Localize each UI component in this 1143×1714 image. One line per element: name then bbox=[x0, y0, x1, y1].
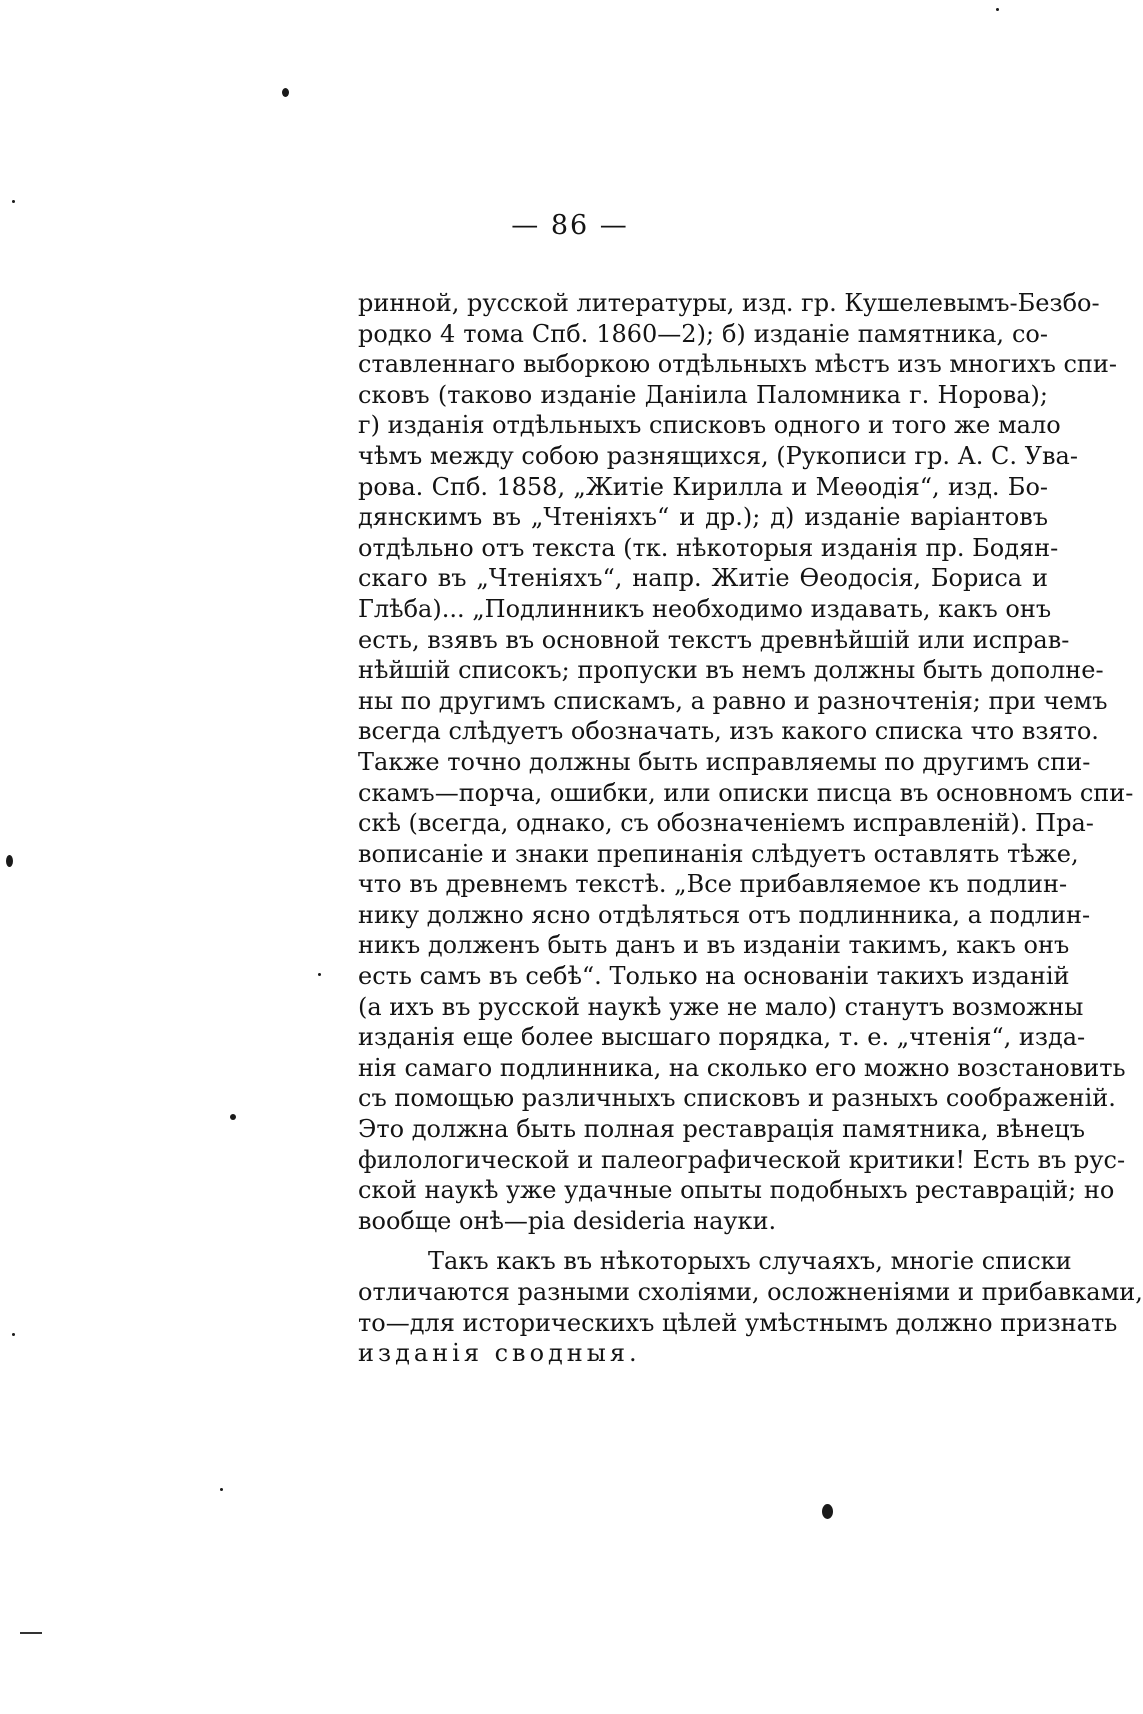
text-line: всегда слѣдуетъ обозначать, изъ какого списка что взято. bbox=[358, 717, 1099, 746]
paragraph bbox=[358, 288, 1134, 1236]
text-line: есть, взявъ въ основной текстъ древнѣйшій или исправ- bbox=[358, 625, 1070, 654]
scan-speck bbox=[6, 855, 13, 867]
paragraph bbox=[358, 1246, 1143, 1368]
text-line: есть самъ въ себѣ“. Только на основаніи такихъ изданій bbox=[358, 962, 1070, 991]
text-line: чѣмъ между собою разнящихся, (Рукописи гр. А. С. Ува- bbox=[358, 441, 1078, 470]
text-line: никъ долженъ быть данъ и въ изданіи такимъ, какъ онъ bbox=[358, 931, 1070, 960]
scan-speck bbox=[318, 973, 321, 976]
text-line: Также точно должны быть исправляемы по другимъ спи- bbox=[358, 747, 1091, 776]
text-line: филологической и палеографической критики! Есть въ рус- bbox=[358, 1145, 1126, 1174]
emphasized-phrase: изданія сводныя. bbox=[358, 1339, 641, 1368]
scan-speck bbox=[220, 1488, 223, 1491]
text-line: то—для историческихъ цѣлей умѣстнымъ должно признать bbox=[358, 1308, 1118, 1337]
text-line: вописаніе и знаки препинанія слѣдуетъ оставлять тѣже, bbox=[358, 839, 1079, 868]
body-text bbox=[358, 288, 1143, 1369]
text-line: рова. Спб. 1858, „Житіе Кирилла и Меѳодія“, изд. Бо- bbox=[358, 472, 1048, 501]
scan-speck bbox=[12, 200, 15, 203]
text-line: ской наукѣ уже удачные опыты подобныхъ реставрацій; но bbox=[358, 1176, 1115, 1205]
text-line: нику должно ясно отдѣляться отъ подлинника, а подлин- bbox=[358, 900, 1091, 929]
scan-speck bbox=[822, 1504, 833, 1519]
scan-speck bbox=[12, 1333, 15, 1336]
scan-speck bbox=[230, 1114, 236, 1120]
text-line: скаго въ „Чтеніяхъ“, напр. Житіе Ѳеодосія, Бориса и bbox=[358, 564, 1048, 593]
text-line: нія самаго подлинника, на сколько его можно возстановить bbox=[358, 1053, 1126, 1082]
text-line: ны по другимъ спискамъ, а равно и разночтенія; при чемъ bbox=[358, 686, 1108, 715]
text-line: г) изданія отдѣльныхъ списковъ одного и того же мало bbox=[358, 411, 1061, 440]
scan-speck bbox=[282, 88, 289, 97]
text-line: съ помощью различныхъ списковъ и разныхъ соображеній. bbox=[358, 1084, 1116, 1113]
scan-mark bbox=[20, 1632, 42, 1634]
text-line: что въ древнемъ текстѣ. „Все прибавляемое къ подлин- bbox=[358, 870, 1068, 899]
text-line: Это должна быть полная реставрація памятника, вѣнецъ bbox=[358, 1115, 1085, 1144]
text-line: изданія еще более высшаго порядка, т. е. „чтенія“, изда- bbox=[358, 1023, 1086, 1052]
page-number: — 86 — bbox=[511, 210, 629, 241]
text-line: вообще онѣ—pia desideria науки. bbox=[358, 1206, 777, 1235]
text-line: родко 4 тома Спб. 1860—2); б) изданіе памятника, со- bbox=[358, 319, 1048, 348]
scan-speck bbox=[996, 8, 999, 11]
text-line: сковъ (таково изданіе Даніила Паломника г. Норова); bbox=[358, 380, 1048, 409]
text-line: Такъ какъ въ нѣкоторыхъ случаяхъ, многіе списки bbox=[428, 1247, 1072, 1276]
text-line: (а ихъ въ русской наукѣ уже не мало) станутъ возможны bbox=[358, 992, 1084, 1021]
paragraph-gap bbox=[358, 1236, 1048, 1246]
text-line: отличаются разными схоліями, осложненіями и прибавками, bbox=[358, 1278, 1143, 1306]
text-line: дянскимъ въ „Чтеніяхъ“ и др.); д) изданіе варіантовъ bbox=[358, 503, 1048, 532]
text-line: скѣ (всегда, однако, съ обозначеніемъ исправленій). Пра- bbox=[358, 809, 1094, 838]
text-line: ставленнаго выборкою отдѣльныхъ мѣстъ изъ многихъ спи- bbox=[358, 350, 1118, 379]
text-line: ринной, русской литературы, изд. гр. Кушелевымъ-Безбо- bbox=[358, 289, 1100, 317]
text-line: Глѣба)... „Подлинникъ необходимо издавать, какъ онъ bbox=[358, 594, 1052, 623]
text-line: отдѣльно отъ текста (тк. нѣкоторыя изданія пр. Бодян- bbox=[358, 533, 1059, 562]
text-line: скамъ—порча, ошибки, или описки писца въ основномъ спи- bbox=[358, 778, 1134, 807]
text-line: нѣйшій списокъ; пропуски въ немъ должны быть дополне- bbox=[358, 656, 1104, 685]
